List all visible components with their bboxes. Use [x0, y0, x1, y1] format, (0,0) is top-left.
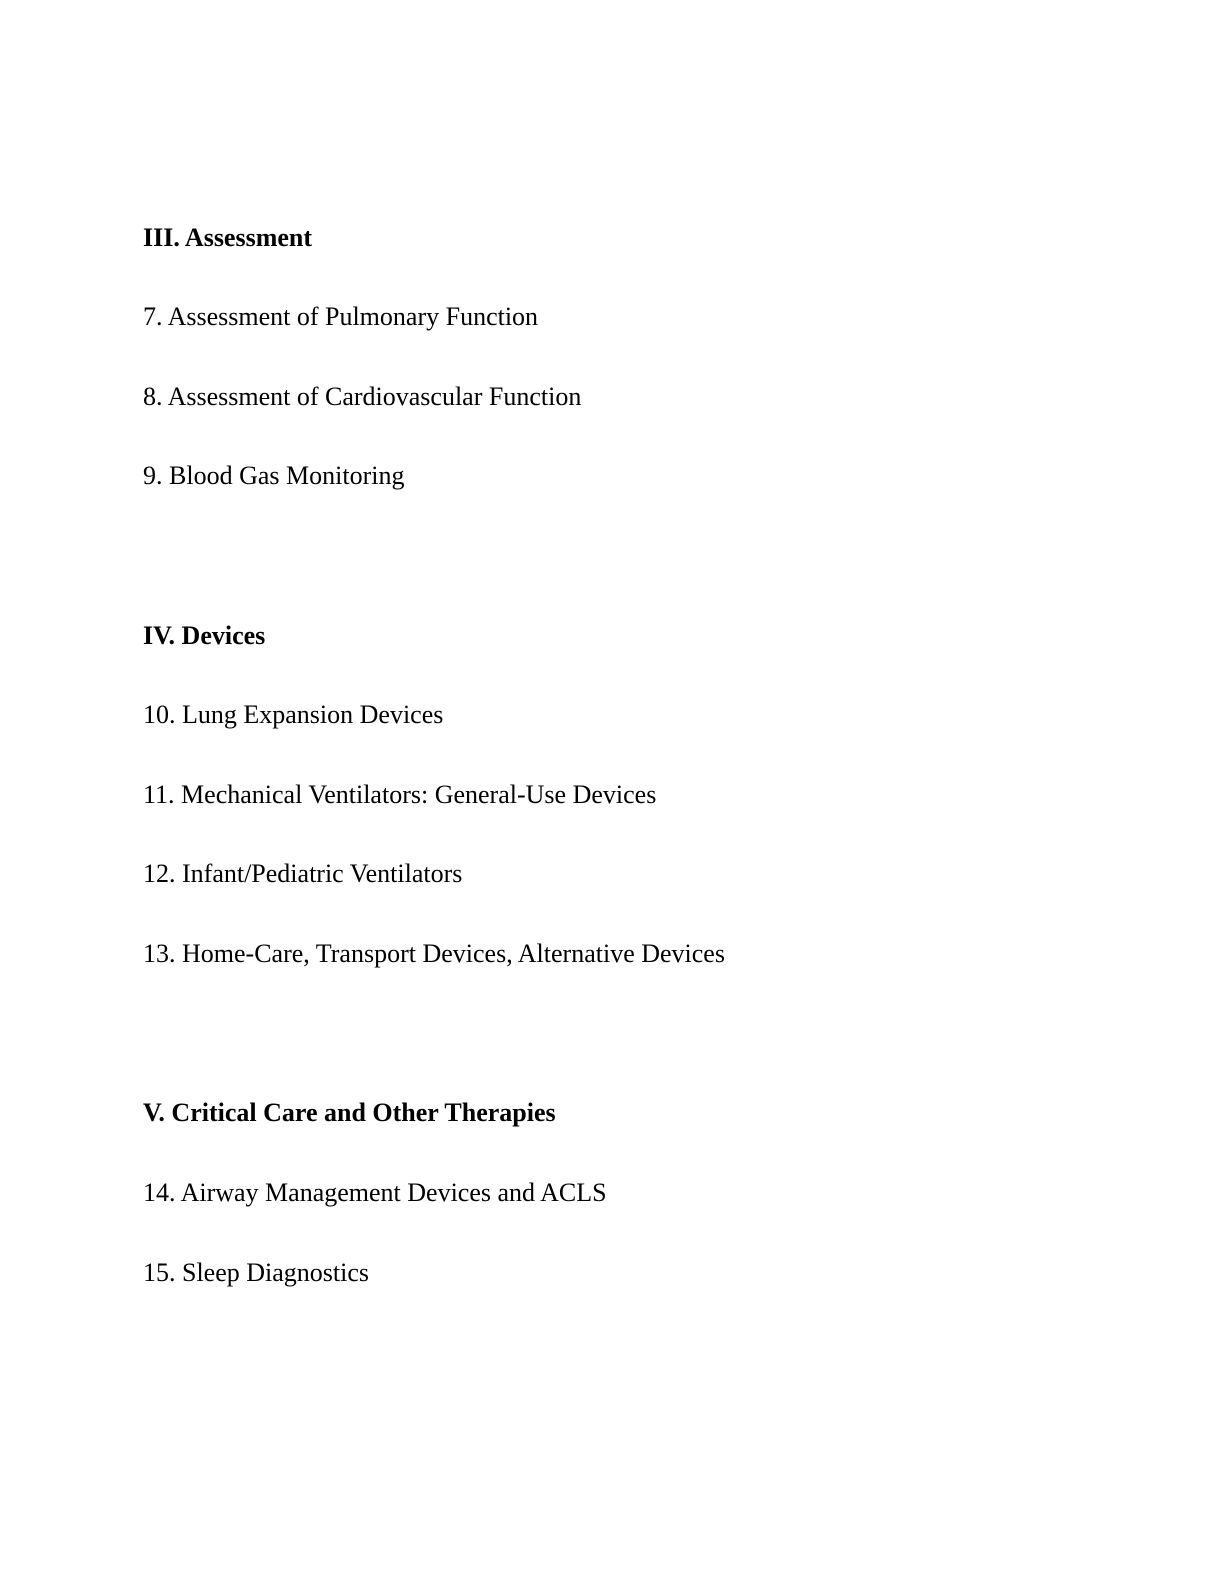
list-item: 15. Sleep Diagnostics: [143, 1258, 370, 1287]
list-item: 8. Assessment of Cardiovascular Function: [143, 382, 582, 411]
section-heading-critical-care: V. Critical Care and Other Therapies: [143, 1098, 556, 1127]
list-item: 12. Infant/Pediatric Ventilators: [143, 859, 463, 888]
list-item: 9. Blood Gas Monitoring: [143, 461, 405, 490]
list-item: 14. Airway Management Devices and ACLS: [143, 1178, 607, 1207]
list-item: 7. Assessment of Pulmonary Function: [143, 302, 539, 331]
list-item: 13. Home-Care, Transport Devices, Alternative Devices: [143, 939, 725, 968]
list-item: 11. Mechanical Ventilators: General-Use Devices: [143, 780, 657, 809]
section-heading-devices: IV. Devices: [143, 621, 266, 650]
list-item: 10. Lung Expansion Devices: [143, 700, 444, 729]
section-heading-assessment: III. Assessment: [143, 223, 313, 252]
